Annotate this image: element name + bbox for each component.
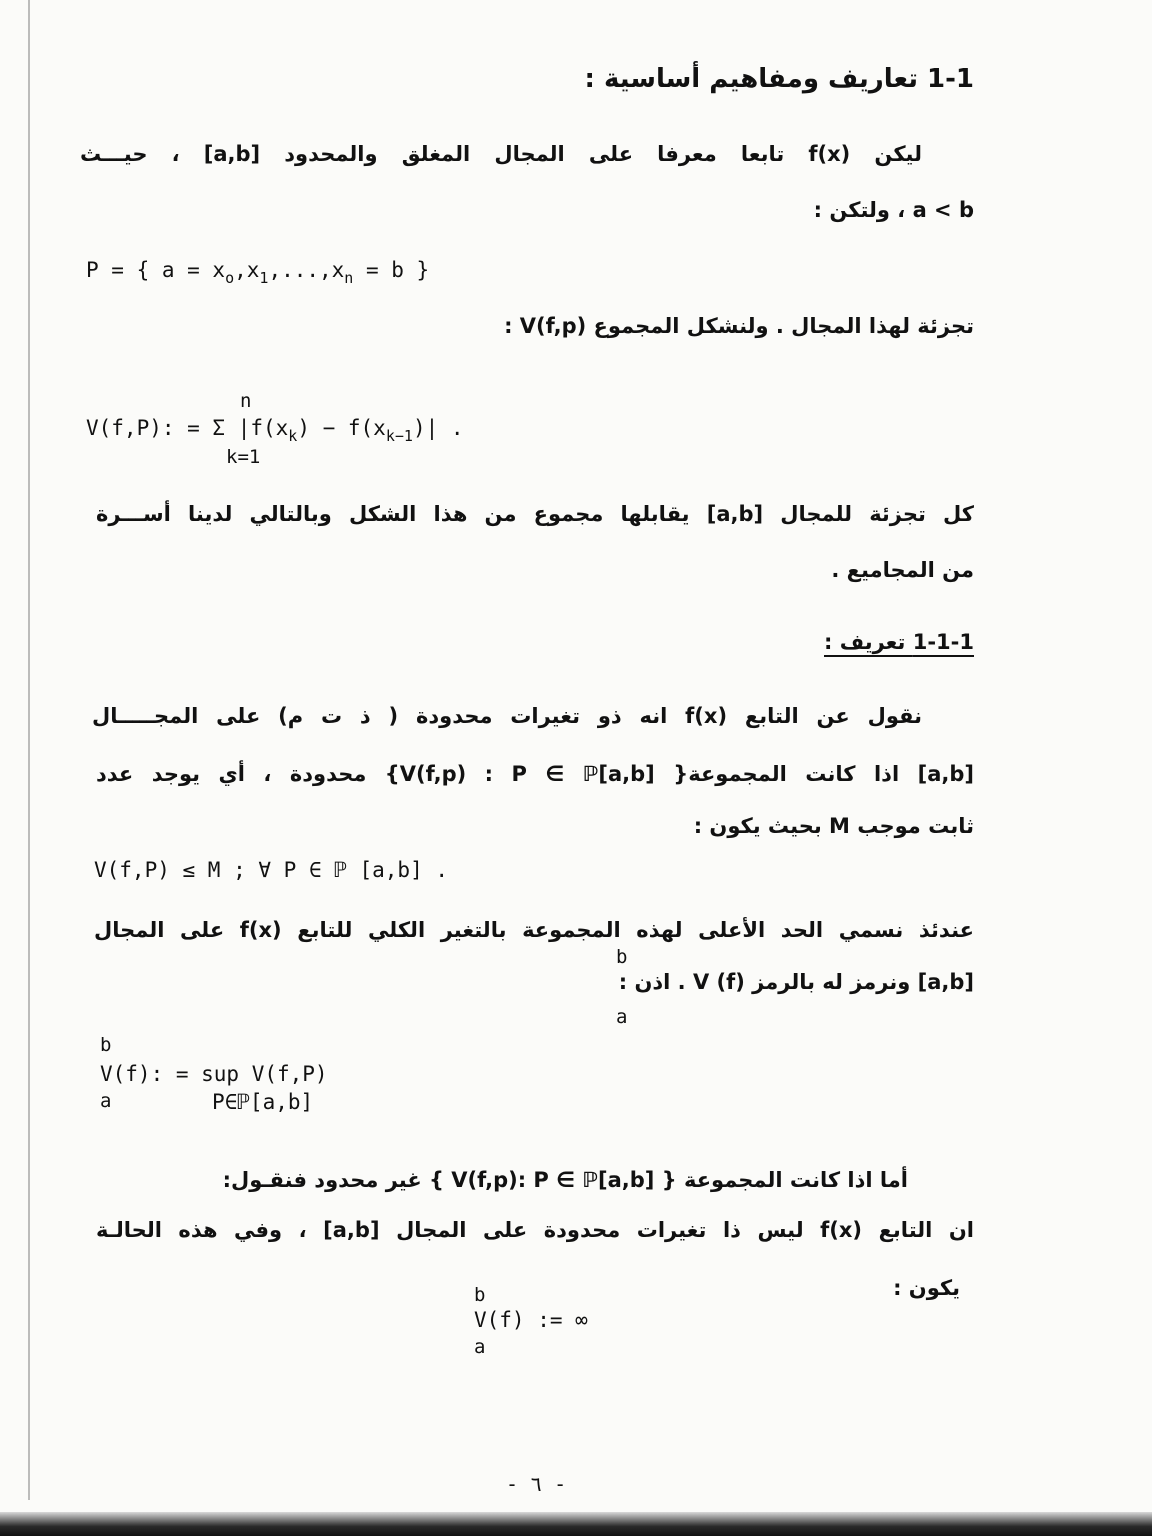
sum-sub-k: k xyxy=(288,427,298,445)
sum-sub-k-minus-1: k−1 xyxy=(385,427,413,445)
sup-formula-lower-a: a xyxy=(100,1090,112,1112)
partition-sub-1: 1 xyxy=(259,269,269,287)
definition-heading: 1-1-1 تعريف : xyxy=(824,630,974,654)
sup-formula-upper-b: b xyxy=(100,1034,112,1056)
sum-formula xyxy=(86,416,464,445)
paragraph-4-line-2: [a,b] ونرمز له بالرمز V (f) . اذن : xyxy=(618,970,974,994)
sum-lhs: V(f,P): = Σ |f(x xyxy=(86,416,289,440)
bound-formula: V(f,P) ≤ M ; ∀ P ∈ ℙ [a,b] . xyxy=(94,858,449,882)
paragraph-1-line-1: ليكن f(x) تابعا معرفا على المجال المغلق والمحدود [a,b] ، حيـــث xyxy=(80,142,922,166)
variation-lower-a: a xyxy=(616,1006,628,1028)
paragraph-3-line-2: من المجاميع . xyxy=(831,558,974,582)
paragraph-4-line-1: عندئذ نسمي الحد الأعلى لهذه المجموعة بالتغير الكلي للتابع f(x) على المجال xyxy=(94,918,974,942)
page-edge-bottom xyxy=(0,1512,1152,1536)
sup-formula: V(f): = sup V(f,P) xyxy=(100,1062,328,1086)
paragraph-5-line-2: ان التابع f(x) ليس ذا تغيرات محدودة على المجال [a,b] ، وفي هذه الحالـة xyxy=(96,1218,975,1242)
definition-line-2: [a,b] اذا كانت المجموعة{ V(f,p) : P ∈ ℙ[a,b]} محدودة ، أي يوجد عدد xyxy=(96,762,974,786)
paragraph-3-line-1: كل تجزئة للمجال [a,b] يقابلها مجموع من هذا الشكل وبالتالي لدينا أســـرة xyxy=(96,502,975,526)
definition-line-3: ثابت موجب M بحيث يكون : xyxy=(693,814,974,838)
partition-mid-1: ,x xyxy=(234,258,260,282)
sum-upper-limit: n xyxy=(240,390,252,412)
inf-formula: V(f) := ∞ xyxy=(474,1308,588,1332)
sum-rhs: )| . xyxy=(412,416,464,440)
partition-mid-2: ,...,x xyxy=(268,258,345,282)
paragraph-5-line-1: أما اذا كانت المجموعة { V(f,p): P ∈ ℙ[a,b] } غير محدود فنقـول: xyxy=(222,1168,908,1192)
partition-rhs: = b } xyxy=(353,258,430,282)
paragraph-5-line-3: يكون : xyxy=(893,1276,960,1300)
partition-sub-0: o xyxy=(225,269,235,287)
page-edge-left xyxy=(28,0,30,1500)
paragraph-1-line-2: a < b ، ولتكن : xyxy=(813,198,974,222)
partition-lhs: P = { a = x xyxy=(86,258,226,282)
sum-mid: ) − f(x xyxy=(297,416,386,440)
inf-formula-lower-a: a xyxy=(474,1336,486,1358)
definition-line-1: نقول عن التابع f(x) انه ذو تغيرات محدودة ( ذ ت م) على المجـــــال xyxy=(92,704,922,728)
page-number: - ٦ - xyxy=(506,1472,567,1496)
inf-formula-upper-b: b xyxy=(474,1284,486,1306)
sup-formula-index: P∈ℙ[a,b] xyxy=(212,1090,314,1114)
paragraph-2-line-1: تجزئة لهذا المجال . ولنشكل المجموع V(f,p) : xyxy=(504,314,974,338)
variation-upper-b: b xyxy=(616,946,628,968)
sum-lower-limit: k=1 xyxy=(226,446,261,468)
partition-sub-n: n xyxy=(344,269,354,287)
partition-formula xyxy=(86,258,429,287)
section-heading: 1-1 تعاريف ومفاهيم أساسية : xyxy=(584,64,974,94)
